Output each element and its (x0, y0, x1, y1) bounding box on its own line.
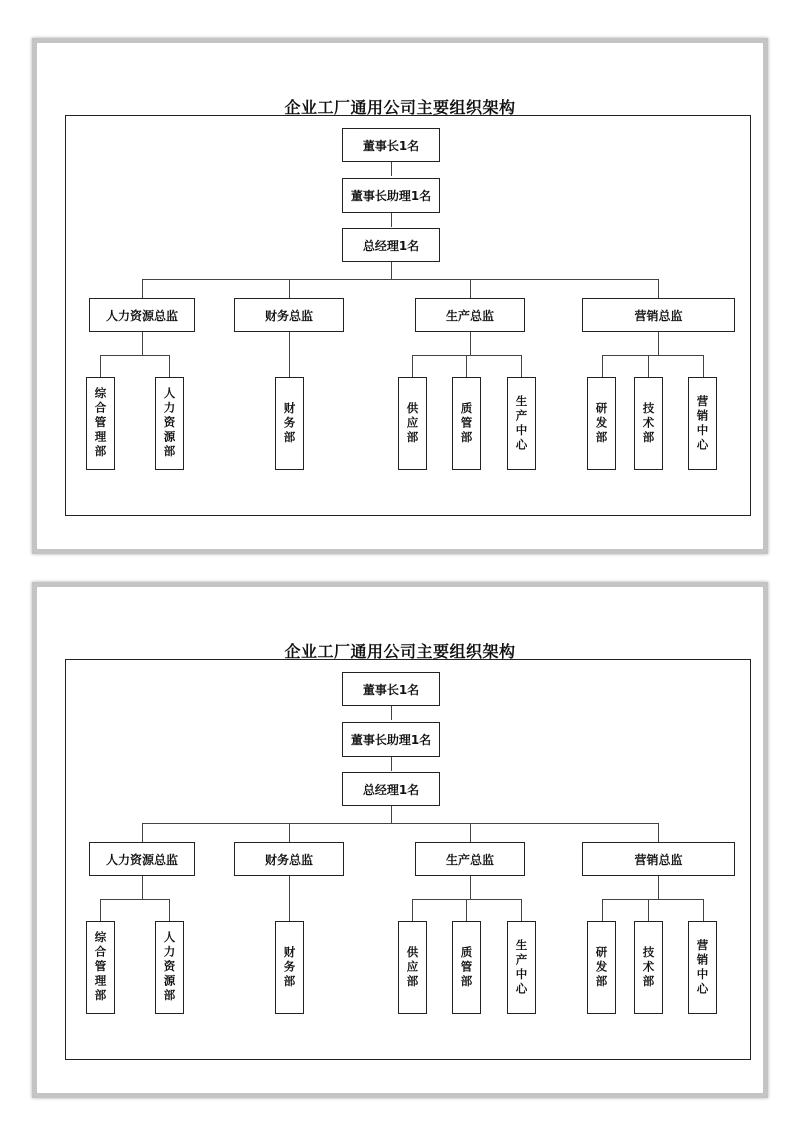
connector-line (391, 262, 392, 279)
connector-line (466, 899, 467, 921)
connector-line (703, 355, 704, 377)
connector-line (100, 899, 101, 921)
connector-line (100, 355, 101, 377)
connector-line (602, 355, 603, 377)
node-dept: 生产中心 (507, 921, 536, 1014)
node-dept: 综合管理部 (86, 377, 115, 470)
connector-line (703, 899, 704, 921)
node-dept: 营销中心 (688, 377, 717, 470)
node-chairman: 董事长1名 (342, 128, 440, 162)
chart-frame (65, 115, 751, 516)
connector-line (412, 899, 522, 900)
node-dept: 财务部 (275, 377, 304, 470)
connector-line (142, 332, 143, 355)
connector-line (391, 213, 392, 227)
node-dept: 人力资源部 (155, 377, 184, 470)
node-dept: 质管部 (452, 921, 481, 1014)
connector-line (391, 162, 392, 176)
connector-line (521, 355, 522, 377)
chart-title: 企业工厂通用公司主要组织架构 (284, 642, 516, 661)
node-chairman-assistant: 董事长助理1名 (342, 722, 440, 757)
node-dept: 技术部 (634, 921, 663, 1014)
node-general-manager: 总经理1名 (342, 228, 440, 262)
org-chart-panel-1 (32, 38, 768, 554)
connector-line (658, 279, 659, 298)
node-director-production: 生产总监 (415, 298, 525, 332)
connector-line (289, 279, 290, 298)
node-dept: 人力资源部 (155, 921, 184, 1014)
node-director-hr: 人力资源总监 (89, 298, 195, 332)
node-dept: 供应部 (398, 377, 427, 470)
connector-line (142, 279, 658, 280)
org-chart-panel-2 (32, 582, 768, 1098)
connector-line (470, 279, 471, 298)
connector-line (100, 899, 170, 900)
connector-line (470, 332, 471, 355)
node-dept: 供应部 (398, 921, 427, 1014)
connector-line (289, 876, 290, 921)
connector-line (470, 823, 471, 842)
connector-line (658, 876, 659, 899)
connector-line (658, 332, 659, 355)
connector-line (169, 899, 170, 921)
connector-line (412, 899, 413, 921)
connector-line (391, 706, 392, 720)
node-director-marketing: 营销总监 (582, 298, 735, 332)
node-dept: 综合管理部 (86, 921, 115, 1014)
node-chairman: 董事长1名 (342, 672, 440, 706)
connector-line (466, 355, 467, 377)
connector-line (412, 355, 413, 377)
connector-line (289, 332, 290, 377)
connector-line (658, 823, 659, 842)
node-dept: 研发部 (587, 377, 616, 470)
connector-line (391, 806, 392, 823)
node-dept: 研发部 (587, 921, 616, 1014)
connector-line (648, 899, 649, 921)
connector-line (289, 823, 290, 842)
node-director-finance: 财务总监 (234, 298, 344, 332)
connector-line (142, 823, 143, 842)
chart-title: 企业工厂通用公司主要组织架构 (284, 98, 516, 117)
connector-line (391, 757, 392, 771)
connector-line (142, 279, 143, 298)
connector-line (602, 899, 704, 900)
connector-line (142, 876, 143, 899)
node-general-manager: 总经理1名 (342, 772, 440, 806)
node-dept: 质管部 (452, 377, 481, 470)
connector-line (100, 355, 170, 356)
node-dept: 技术部 (634, 377, 663, 470)
node-dept: 财务部 (275, 921, 304, 1014)
connector-line (470, 876, 471, 899)
connector-line (142, 823, 658, 824)
node-director-hr: 人力资源总监 (89, 842, 195, 876)
connector-line (602, 355, 704, 356)
node-dept: 生产中心 (507, 377, 536, 470)
connector-line (521, 899, 522, 921)
connector-line (602, 899, 603, 921)
connector-line (169, 355, 170, 377)
connector-line (412, 355, 522, 356)
node-director-finance: 财务总监 (234, 842, 344, 876)
node-director-marketing: 营销总监 (582, 842, 735, 876)
node-director-production: 生产总监 (415, 842, 525, 876)
node-dept: 营销中心 (688, 921, 717, 1014)
connector-line (648, 355, 649, 377)
chart-frame (65, 659, 751, 1060)
node-chairman-assistant: 董事长助理1名 (342, 178, 440, 213)
